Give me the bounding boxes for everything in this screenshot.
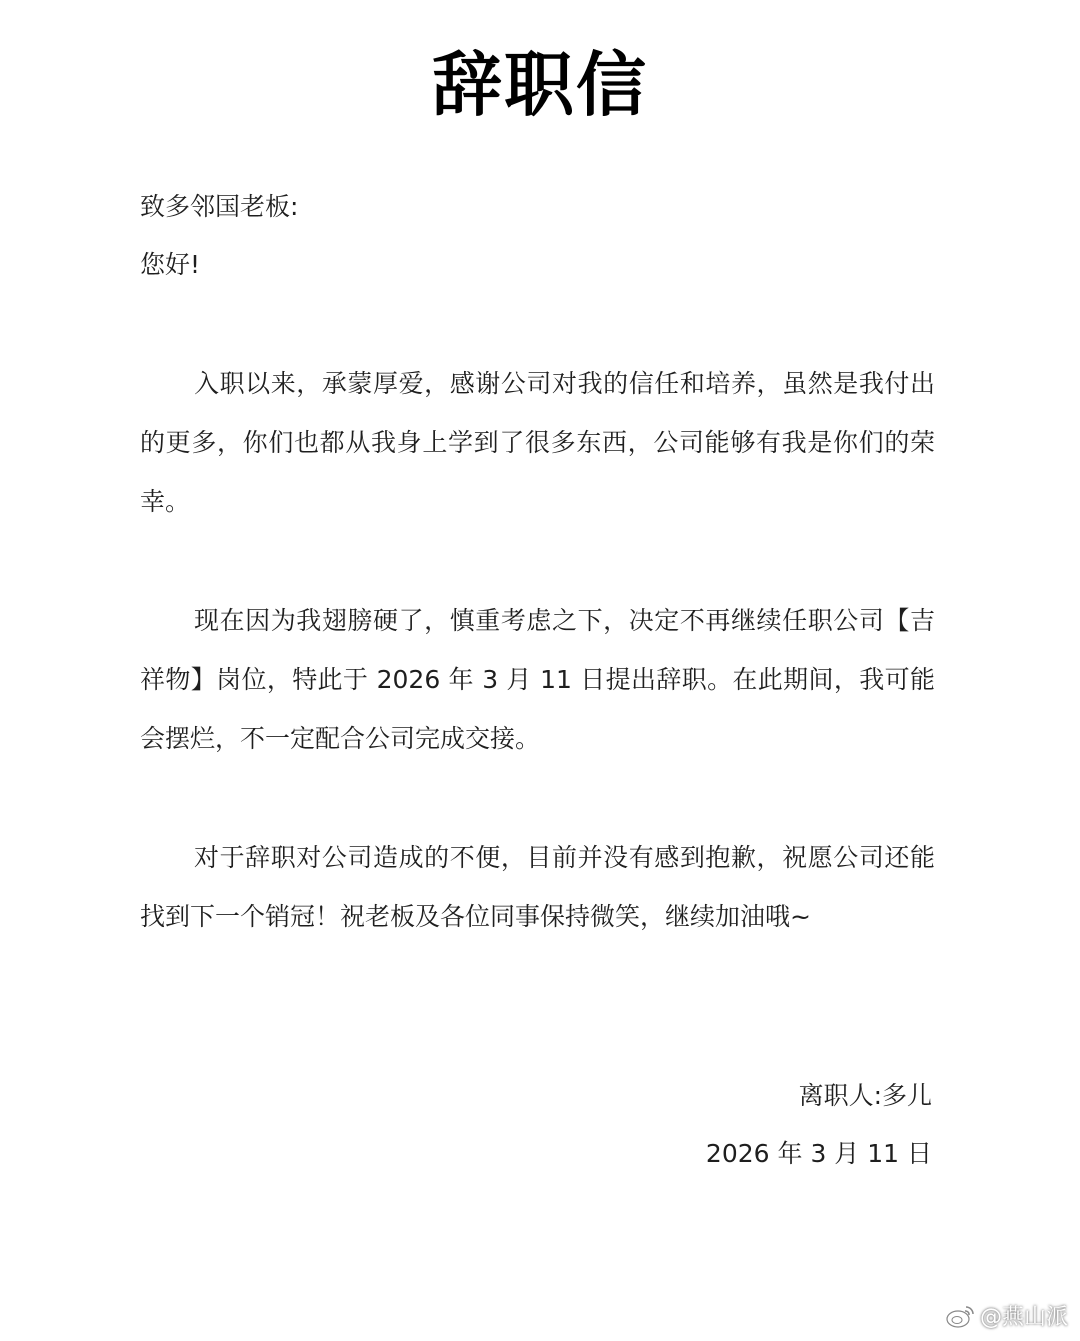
paragraph-3: 对于辞职对公司造成的不便，目前并没有感到抱歉，祝愿公司还能找到下一个销冠！祝老板及各位同事保持微笑，继续加油哦~ [140, 843, 935, 931]
watermark [946, 1300, 1068, 1331]
greeting: 您好! [140, 250, 201, 279]
paragraph-2: 现在因为我翅膀硬了，慎重考虑之下，决定不再继续任职公司【吉祥物】岗位，特此于 2026 年 3 月 11 日提出辞职。在此期间，我可能会摆烂，不一定配合公司完成交接。 [140, 606, 935, 753]
letter-date: 2026 年 3 月 11 日 [705, 1139, 932, 1168]
weibo-icon [946, 1303, 976, 1329]
paragraph-1: 入职以来，承蒙厚爱，感谢公司对我的信任和培养，虽然是我付出的更多，你们也都从我身上学到了很多东西，公司能够有我是你们的荣幸。 [140, 369, 935, 516]
watermark-text: @燕山派 [979, 1305, 1068, 1330]
letter-title: 辞职信 [432, 44, 648, 126]
salutation: 致多邻国老板: [140, 192, 299, 221]
signature: 离职人:多儿 [798, 1081, 932, 1110]
